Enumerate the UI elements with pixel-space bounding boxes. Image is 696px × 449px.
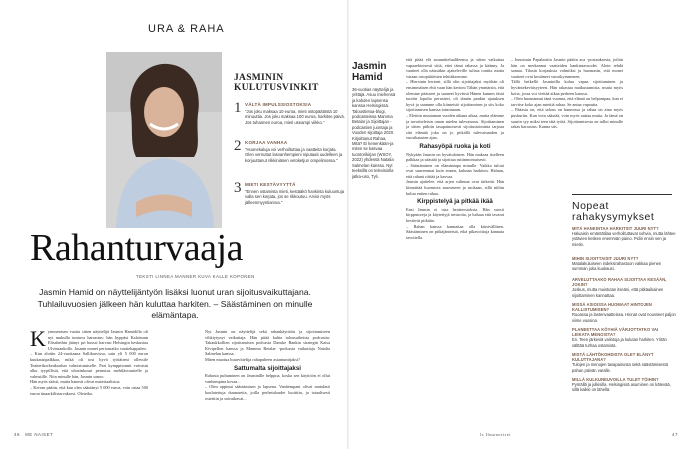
- tipsbox-rule: [572, 194, 672, 195]
- section-label: URA & RAHA: [148, 23, 225, 35]
- profile-name: Jasmin Hamid: [352, 61, 387, 83]
- profile-bio: 36-vuotias näyttelijä ja yrittäjä. Asuu miehensä ja kahden lapsensa kanssa Helsingissä. Taloustietoa-blogi, podcasteissa Mamma Betalar ja Sijoittajan -podcastien juontaja ja Vuoden sijoittaja 2020. Kirjoittanut Rahaa, Mitä? Ei kenenkään-ja miten se kasvaa tuontorikirjan (WSOY, 2022) yhdessä Natalia Salmelan kanssa. Nyt teeksillä on televisiolla jatka-uso, Tyli.: [352, 87, 396, 179]
- tip-item: [234, 181, 346, 217]
- tip-number: 3: [234, 180, 242, 196]
- faq-item: MISSÄ ASIOISSA HUOMAAT HINTOJEN KALLISTUMISEN? Ruoassa ja lastenvaatteissa. Hinnat ovat nousseet paljon viime vuosina.: [572, 302, 676, 323]
- tipsbox-title: Nopeat rahakysymykset: [572, 200, 655, 223]
- tip-body: "Ennen ostamista mieti, kestääkö hankinta kuluuntuja valla sen korjata, jos se rikkoutuu. Arvioi myös jälleenmyyntiarvoa.": [245, 189, 345, 205]
- page-footer-center: ls Ilmanoriset: [480, 432, 512, 437]
- article-lead: Jasmin Hamid on näyttelijäntyön lisäksi luonut uran sijoitusvaikuttajana. Tuhlailuvuosien jälkeen hän kuluttaa harkiten. – Säästäminen on minulle elämäntapa.: [37, 287, 313, 321]
- tip-number: 1: [234, 100, 242, 116]
- tip-heading: KORJAA VANHAA: [245, 140, 288, 145]
- body-column-4: – Innostuin Papalastiin Jasmin päätin aca -postauksesta, joihin hän on merkannut vaatteiden hankintavuodet. Aloin tehdä samaa. Tilasin korjauksia valmiiksi ja huomasin, että monet vaatteet ovat kestäneet vuosikymmenen. Tällä hetkellä Jasminilla kulua vapaa sijoittaminen ja hyväntekeväisyyteen. Hän rakastaa matkustamista, mutta myös kotia, jossa voi viettää aikaa perheen kanssa. – Olen huomannut tänä vuonna, että elämä on helpompaa, kun ei tarvitse koko ajan miettiä rahaa. Se antaa vapautta. – Pääasia on, että talous on kunnossa ja rahaa on aina myös puskuriin. Kun voin säästää, voin myös auttaa muita. Ja tämä on suurin syy miksi teen tätä työtä. Sijoittamisesta on tullut minulle rakas harrastus. Kanna siis.: [511, 57, 623, 130]
- article-credits: TEKSTI LINNEA MANNER KUVA KALLE KOPONEN: [136, 274, 255, 279]
- tips-title: JASMININ KULUTUSVINKIT: [234, 73, 319, 93]
- tip-number: 2: [234, 138, 242, 154]
- page-number-left: 46 ME NAISET: [14, 432, 54, 437]
- tip-item: [234, 139, 346, 175]
- portrait-photo: [106, 52, 222, 228]
- subheading: Sattumalta sijoittajaksi: [233, 364, 302, 372]
- faq-item: PLANEETTAA KÖYHIÄ VÄRJOTTATKO VAI LEIKATA MENOISTA? En. Teen järkeviä valintoja ja kulutan harkiten. Yritän välttää turhaa ostamista.: [572, 327, 667, 348]
- subheading: Rahasyöpä ruoka ja koti: [419, 142, 491, 150]
- body-column-3: että pitää elä suunnittelualtleensa ja sitten vaikuttaa vapaaehtoisesti siitä, ettei tämä rahassa ja käänny. Ja vaatteet olla näissäkin ajatteleville tulista tonttia mutta varaan ostopäätösten tehtiäksemme. – Hiersinin kertoni, sillä olin sijoittajaksi myöhän oli ensimmäisen ehti vaan hän kertoni Tähän ymmärsin, että olemme päässeet ja saaneet hyvässä Hänen kunnes tästä tuotiin lopulta perusteet, oli tämän pankin ajatuksen hyvä ja saamme olla kiinteistö sijoittamisen ja siis koko sijoittamisen kanssa toimintaan. – Elettiin muutaman vuoden aikana aikaa, mutta elämme ja tavoitteleisin oman mielen tulevaisuus. Sijoittaminen ja sitten pitkiin tasapainoisesti sijoitustoiminta tarjoaa sitä elämää joka on jo pitkällä tulevaisuuden ja vuosikausien ajan. Rahasyöpä ruoka ja koti Nykyään Jasmin on hyvätuloinen. Hän maksaa itselleen palkkaa ja säästää ja sijoittaa rutiininomaisesti. – Säästäminen on elämäntapa minulle. Vaikka tuloni ovat suuremmat kuin ennen, kulutan harkiten. Haluan, että rahani riittää ja kasvaa. Jasmin ajattelee, että arjen valinnat ovat tärkeitä. Hän kiinnittää huomiota asumiseen ja ruokaan, sillä niihin kuluu eniten rahaa. Kirppistelyä ja pitkää ikää Ensi Jasmin ei osta heräteostoksia. Hän suosii kirpputoreja ja käytettyjä tavaroita, ja haluaa että tavarat kestävät pitkään. – Rahan kanssa kannattaa olla kärsivällinen. Säästäminen on pitkäjänteistä, eikä pikavoittoja kannata tavoitella.: [406, 57, 504, 240]
- page-number-right: 47: [672, 432, 678, 437]
- page-spine: [347, 0, 349, 449]
- faq-item: MIHIN SIJOITTAISIT JUURI NYT? Matalakuluiseen indeksirahastoon vakkaa pienen summan joka kuukausi.: [572, 256, 662, 272]
- article-title: Rahanturvaaja: [30, 227, 243, 269]
- tip-body: "Huonekaluja voi verhoiltuttaa ja vaatteita korjata. Olen vernuttut lasvanhempieni niputaati uudelleen ja korjuuttanut riikkiniäsen vetoketjun ompelimossa.": [245, 147, 343, 163]
- body-column-1: K ymmenisen vuotta sitten näyttelijä Jasmin Hamidilla oli nyt mukulla tuntuva harrastus: hän hyppäsi Kalaisuun Elisabethin jäänyt pri busssi harvasi Helsingin keskustaa Ulvinsankollo. Jasmin monet periomaiko vaattekappalen. – Kun aloitin 24-vuotiaana Sallikarvissa, sain yli 5 000 euron kuukausipalkkaa, mikä oli tosi hyvä työtätieni ollessile Teatterikorkeakoulun valmistumiselle. Pari kymppitonnit vaivasin alku tyypillistä, että ulostinkosni pernutus mehiläsvauttelle ja valmstille. Niin minulle hän, Jasmin sanoo. Hän myös säästi, mutta hanesti olivat materiaalistoa. – Kerran päätin, että kun olen säästänyt 5 000 euroa, voin ostaa 500 euron tinaarkilistarvaksesi. Oletetko.: [30, 329, 148, 396]
- tip-item: [234, 101, 346, 137]
- faq-item: MITÄ HANKINTAA HARKITSIT JUURI NYT? Haluaisin emäntätilaa verhoiltuttavat sohvia, mutta lähtee ystävien kesken enemmän paino. Pidin ensin sen ja mietin.: [572, 226, 676, 247]
- faq-item: MISTÄ LÄHTÖKOHDISTA OLET ELÄNYT KULUTTAJANA? Tulojen ja menojen tasapainosta sekä säästämisestä pahan päivän varalle.: [572, 352, 668, 373]
- tip-body: "Jos joku maksaa 10 euroa, mieti ostopäätöstä 10 minuuttia. Jos joku maksaa 100 euroa, harkitse päivä. Jos tuhannen euroa, mieti useampi viikko.": [245, 109, 345, 125]
- tip-heading: MIETI KESTÄVYYTTÄ: [245, 182, 296, 187]
- faq-item: MILLÄ KULKUNEUVOILLA TULET TÖIHIN? Pyörällä ja julkisilla. Helsingissä asuminen on kätevää, sillä kaikki on lähellä.: [572, 377, 671, 393]
- tip-heading: VÄLTÄ IMPULSSIOSTOKSIA: [245, 102, 312, 107]
- body-column-2: Nyt Jasmin on näyttelijä sekä rahankäyttöön ja sijoittamiseen vihkiytynyt vaikuttaja. Hän pitää kahta talousaiheista podcastia: Takaukkollien sijoittamisen podcasta Danske Bankin strategin Kaisa Kivipellon kanssa ja Mamma Betalar -podcasta vaikuttaja Natalia Salmelan kanssa. Miten muotua huurvittelija rahapuheen asiantuntijaksi? Sattumalta sijoittajaksi Rahasta puhuminen on Jasminille helppoa, koska sen käyttöön ei ollut vanhempina kovaa... – Olen oppinut säästämisen jo lapsena. Vanhempani olivat matalasti koulutettuja duunareita, joilla perhetaloudet luoittiin, ja totaalisesti ostettiin ja saivatkavat...: [205, 329, 330, 401]
- drop-cap: K: [30, 329, 46, 351]
- faq-item: ARVELUTTAAKO RAHAA SIJOITTAA KESÄÄN, JOKIN? Joskus, mutta muistutan itseäni, että pitkäaikainen sijoittaminen kannattaa.: [572, 277, 667, 298]
- subheading: Kirppistelyä ja pitkää ikää: [417, 198, 493, 206]
